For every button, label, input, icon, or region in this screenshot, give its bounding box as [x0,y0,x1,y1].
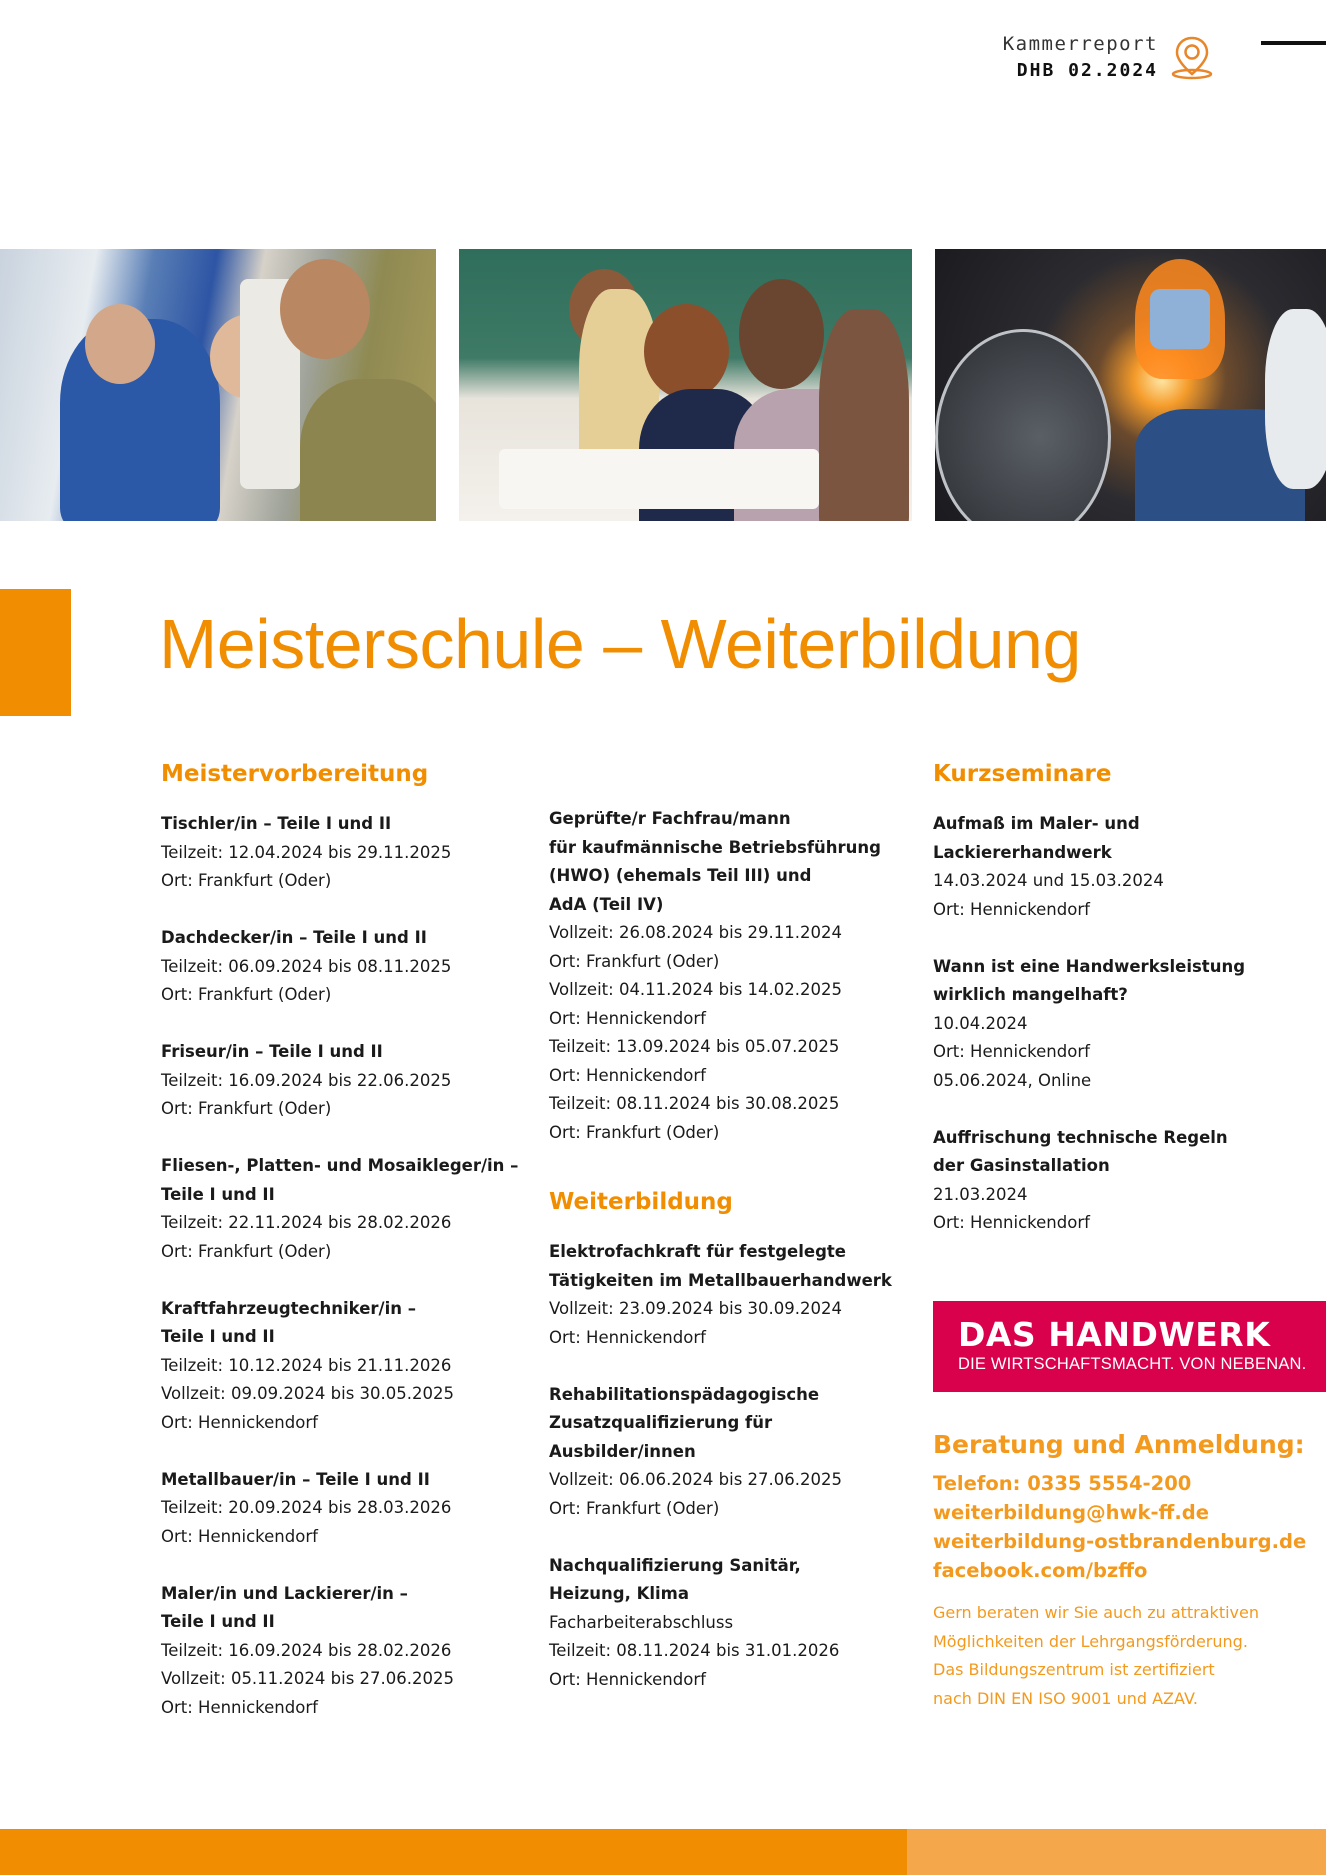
note-line: Das Bildungszentrum ist zertifiziert [933,1660,1215,1679]
seminar-date: 14.03.2024 und 15.03.2024 [933,871,1164,890]
course-schedule: Teilzeit: 08.11.2024 bis 31.01.2026 [549,1641,840,1660]
course-location: Ort: Hennickendorf [549,1008,706,1028]
note-line: Gern beraten wir Sie auch zu attraktiven [933,1603,1259,1622]
seminar-title: der Gasinstallation [933,1156,1110,1175]
course-entry [161,1038,531,1124]
page-title: Meisterschule – Weiterbildung [159,605,1081,683]
course-title: Zusatzqualifizierung für [549,1413,773,1432]
course-title: Tischler/in – Teile I und II [161,814,392,833]
seminar-location: Ort: Hennickendorf [933,1042,1090,1061]
course-schedule: Vollzeit: 04.11.2024 bis 14.02.2025 [549,980,843,999]
course-entry [161,924,531,1010]
course-location: Ort: Frankfurt (Oder) [549,1498,720,1518]
course-title: Teile I und II [161,1184,275,1204]
course-entry [549,1552,919,1695]
photo-welder [935,249,1326,521]
seminar-location: Ort: Hennickendorf [933,899,1090,919]
course-title: Nachqualifizierung Sanitär, [549,1555,801,1575]
course-entry [549,805,919,1147]
course-entry [549,1381,919,1524]
page-header [846,30,1326,90]
course-title: Ausbilder/innen [549,1441,696,1461]
course-location: Ort: Frankfurt (Oder) [549,1122,720,1142]
seminar-title: wirklich mangelhaft? [933,985,1128,1004]
section-heading-kurzseminare: Kurzseminare [933,761,1112,787]
course-title: für kaufmännische Betriebsführung [549,837,881,857]
contact-phone[interactable]: Telefon: 0335 5554-200 [933,1472,1192,1495]
seminar-entry [933,953,1313,1096]
seminar-entry [933,1124,1313,1238]
column-meistervorbereitung [161,757,531,1751]
course-title: Kraftfahrzeugtechniker/in – [161,1298,416,1318]
course-title: (HWO) (ehemals Teil III) und [549,866,812,885]
location-pin-icon [1170,34,1214,82]
contact-facebook-link[interactable]: facebook.com/bzffo [933,1559,1148,1582]
course-schedule: Teilzeit: 16.09.2024 bis 22.06.2025 [161,1070,452,1090]
course-entry [161,810,531,896]
section-heading-meistervorbereitung: Meistervorbereitung [161,761,429,787]
course-qualification: Facharbeiterabschluss [549,1612,734,1632]
note-line: nach DIN EN ISO 9001 und AZAV. [933,1688,1198,1708]
course-location: Ort: Hennickendorf [549,1669,706,1689]
contact-section [933,1430,1326,1713]
course-title: Teile I und II [161,1612,275,1631]
course-location: Ort: Frankfurt (Oder) [549,951,720,971]
handwerk-title: DAS HANDWERK [958,1315,1271,1354]
photo-strip [0,249,1326,521]
course-schedule: Vollzeit: 23.09.2024 bis 30.09.2024 [549,1299,843,1318]
header-rule [1261,41,1326,45]
magazine-name: Kammerreport [1002,33,1158,55]
course-schedule: Teilzeit: 22.11.2024 bis 28.02.2026 [161,1213,452,1232]
contact-heading: Beratung und Anmeldung: [933,1430,1305,1459]
contact-email-link[interactable]: weiterbildung@hwk-ff.de [933,1501,1209,1524]
course-location: Ort: Frankfurt (Oder) [161,1099,332,1118]
seminar-date: 10.04.2024 [933,1013,1028,1033]
contact-website-link[interactable]: weiterbildung-ostbrandenburg.de [933,1530,1307,1553]
course-title: Fliesen-, Platten- und Mosaikleger/in – [161,1156,519,1175]
course-schedule: Teilzeit: 16.09.2024 bis 28.02.2026 [161,1640,452,1660]
seminar-title: Wann ist eine Handwerksleistung [933,956,1246,976]
seminar-entry [933,810,1313,924]
seminar-date: 21.03.2024 [933,1184,1028,1204]
course-schedule: Teilzeit: 10.12.2024 bis 21.11.2026 [161,1355,452,1375]
course-location: Ort: Hennickendorf [161,1526,318,1546]
note-line: Möglichkeiten der Lehrgangsförderung. [933,1631,1248,1651]
course-schedule: Teilzeit: 20.09.2024 bis 28.03.2026 [161,1498,452,1517]
course-schedule: Teilzeit: 08.11.2024 bis 30.08.2025 [549,1094,840,1113]
footer-bar-primary [0,1829,907,1875]
course-entry [161,1580,531,1723]
course-schedule: Vollzeit: 09.09.2024 bis 30.05.2025 [161,1384,455,1403]
course-schedule: Teilzeit: 13.09.2024 bis 05.07.2025 [549,1037,840,1056]
course-title: Maler/in und Lackierer/in – [161,1583,408,1603]
course-schedule: Teilzeit: 12.04.2024 bis 29.11.2025 [161,842,452,862]
accent-block [0,589,71,716]
course-schedule: Teilzeit: 06.09.2024 bis 08.11.2025 [161,956,452,976]
column-fachfrau-weiterbildung [549,805,919,1723]
course-title: Geprüfte/r Fachfrau/mann [549,809,791,828]
course-title: Friseur/in – Teile I und II [161,1042,383,1061]
magazine-issue: DHB 02.2024 [1016,60,1158,81]
column-kurzseminare [933,757,1313,1266]
course-location: Ort: Hennickendorf [161,1697,318,1717]
contact-note [933,1599,1326,1713]
course-entry [161,1466,531,1552]
course-schedule: Vollzeit: 05.11.2024 bis 27.06.2025 [161,1669,455,1688]
photo-classroom [459,249,912,521]
course-title: Tätigkeiten im Metallbauerhandwerk [549,1270,892,1290]
course-title: Heizung, Klima [549,1584,690,1603]
course-title: Metallbauer/in – Teile I und II [161,1469,430,1489]
course-title: Elektrofachkraft für festgelegte [549,1242,846,1261]
handwerk-subtitle: DIE WIRTSCHAFTSMACHT. VON NEBENAN. [958,1355,1307,1373]
course-location: Ort: Frankfurt (Oder) [161,871,332,890]
seminar-title: Auffrischung technische Regeln [933,1127,1228,1147]
course-location: Ort: Frankfurt (Oder) [161,1241,332,1261]
seminar-date: 05.06.2024, Online [933,1070,1092,1090]
course-location: Ort: Hennickendorf [549,1327,706,1347]
das-handwerk-logo [933,1301,1326,1392]
course-schedule: Vollzeit: 06.06.2024 bis 27.06.2025 [549,1470,843,1489]
course-location: Ort: Frankfurt (Oder) [161,985,332,1004]
seminar-title: Lackiererhandwerk [933,842,1112,862]
course-location: Ort: Hennickendorf [161,1412,318,1432]
course-title: Rehabilitationspädagogische [549,1384,820,1404]
course-title: Teile I und II [161,1327,275,1346]
seminar-location: Ort: Hennickendorf [933,1213,1090,1232]
footer-bar-secondary [907,1829,1326,1875]
course-entry [161,1152,531,1266]
photo-workshop [0,249,436,521]
course-title: Dachdecker/in – Teile I und II [161,928,427,947]
course-schedule: Vollzeit: 26.08.2024 bis 29.11.2024 [549,923,843,942]
course-location: Ort: Hennickendorf [549,1065,706,1085]
section-heading-weiterbildung: Weiterbildung [549,1189,733,1215]
course-title: AdA (Teil IV) [549,894,664,914]
course-entry [549,1238,919,1352]
seminar-title: Aufmaß im Maler- und [933,814,1140,833]
course-entry [161,1295,531,1438]
footer-bar [0,1829,1326,1875]
